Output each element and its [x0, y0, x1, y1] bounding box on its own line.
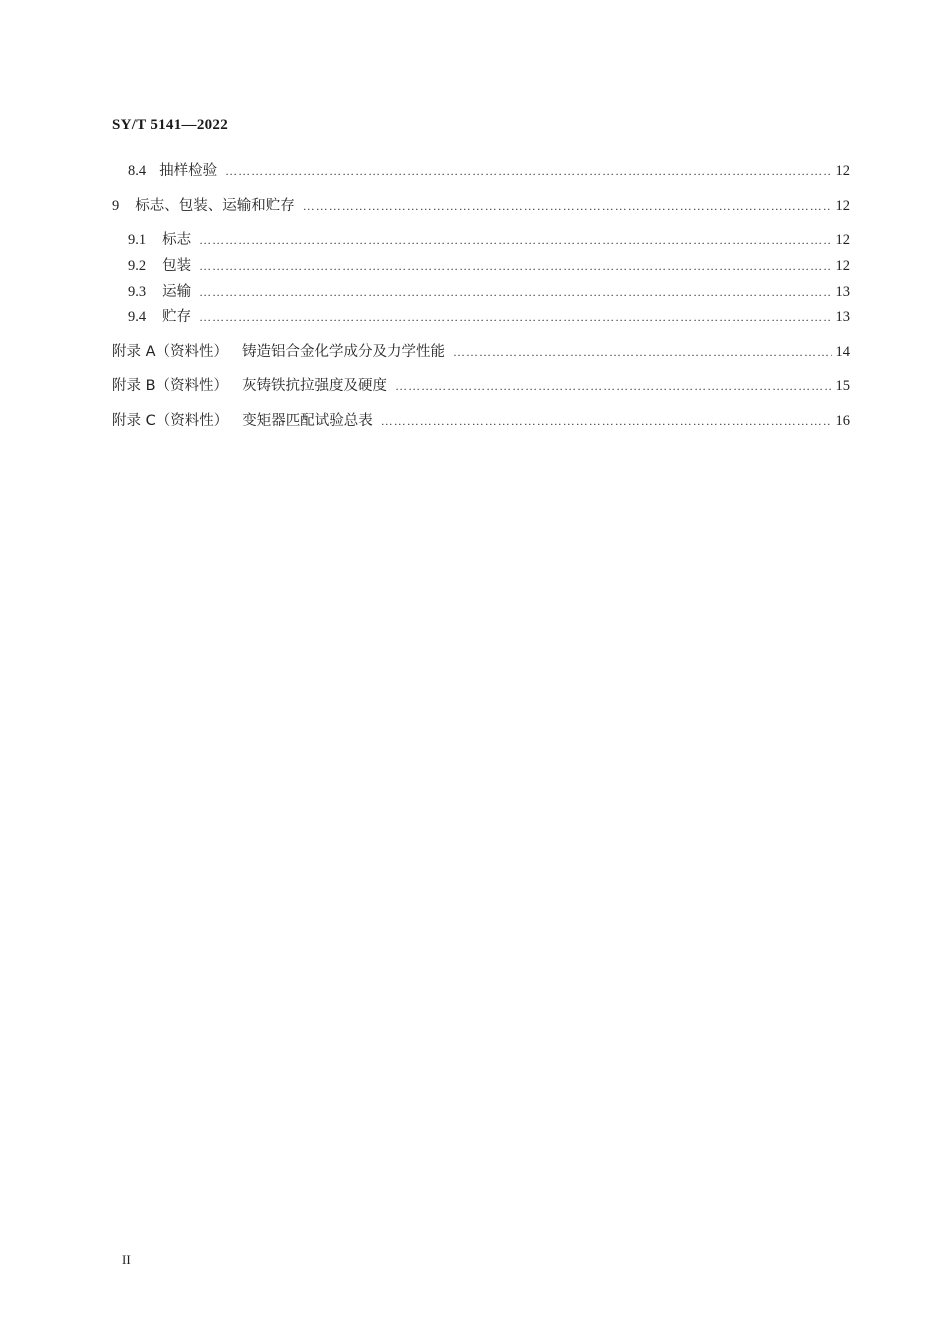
toc-entry-8-4[interactable]	[128, 161, 850, 181]
toc-entry-page: 12	[835, 258, 850, 274]
toc-entry-page: 12	[835, 232, 850, 248]
toc-entry-9-1[interactable]	[128, 230, 850, 250]
toc-leader-dots	[199, 230, 831, 250]
document-code-header: SY/T 5141—2022	[112, 117, 229, 133]
toc-entry-number: 9.3	[128, 284, 147, 300]
toc-leader-dots	[303, 196, 832, 216]
toc-entry-page: 16	[835, 413, 850, 429]
toc-leader-dots	[199, 307, 831, 327]
toc-entry-number: 附录 C（资料性）	[112, 413, 229, 429]
toc-entry-number: 9	[112, 198, 120, 214]
page-number-footer: II	[122, 1252, 131, 1267]
toc-entry-number: 附录 B（资料性）	[112, 378, 229, 394]
toc-leader-dots	[381, 411, 832, 431]
toc-entry-page: 13	[835, 284, 850, 300]
toc-leader-dots	[199, 282, 831, 302]
toc-entry-title: 包装	[162, 258, 192, 274]
toc-entry-title: 灰铸铁抗拉强度及硬度	[242, 378, 388, 394]
toc-entry-number: 9.4	[128, 309, 147, 325]
toc-entry-number: 附录 A（资料性）	[112, 344, 229, 360]
toc-entry-9[interactable]	[112, 196, 850, 216]
toc-leader-dots	[225, 161, 831, 181]
toc-entry-number: 9.2	[128, 258, 147, 274]
toc-entry-number: 8.4	[128, 163, 147, 179]
toc-entry-appendix-b[interactable]	[112, 376, 850, 396]
toc-entry-number: 9.1	[128, 232, 147, 248]
toc-entry-page: 15	[835, 378, 850, 394]
toc-entry-appendix-a[interactable]	[112, 342, 850, 362]
toc-entry-page: 14	[835, 344, 850, 360]
toc-entry-title: 贮存	[162, 309, 192, 325]
toc-entry-title: 铸造铝合金化学成分及力学性能	[242, 344, 446, 360]
toc-entry-9-2[interactable]	[128, 256, 850, 276]
toc-entry-title: 标志、包装、运输和贮存	[135, 198, 295, 214]
toc-leader-dots	[199, 256, 831, 276]
toc-entry-appendix-c[interactable]	[112, 411, 850, 431]
toc-entry-page: 12	[835, 163, 850, 179]
toc-entry-9-3[interactable]	[128, 282, 850, 302]
toc-entry-title: 运输	[162, 284, 192, 300]
toc-leader-dots	[395, 376, 831, 396]
toc-entry-title: 抽样检验	[159, 163, 218, 179]
toc-leader-dots	[453, 342, 831, 362]
toc-entry-page: 12	[835, 198, 850, 214]
toc-entry-title: 标志	[162, 232, 192, 248]
toc-entry-page: 13	[835, 309, 850, 325]
toc-entry-title: 变矩器匹配试验总表	[242, 413, 373, 429]
toc-entry-9-4[interactable]	[128, 307, 850, 327]
